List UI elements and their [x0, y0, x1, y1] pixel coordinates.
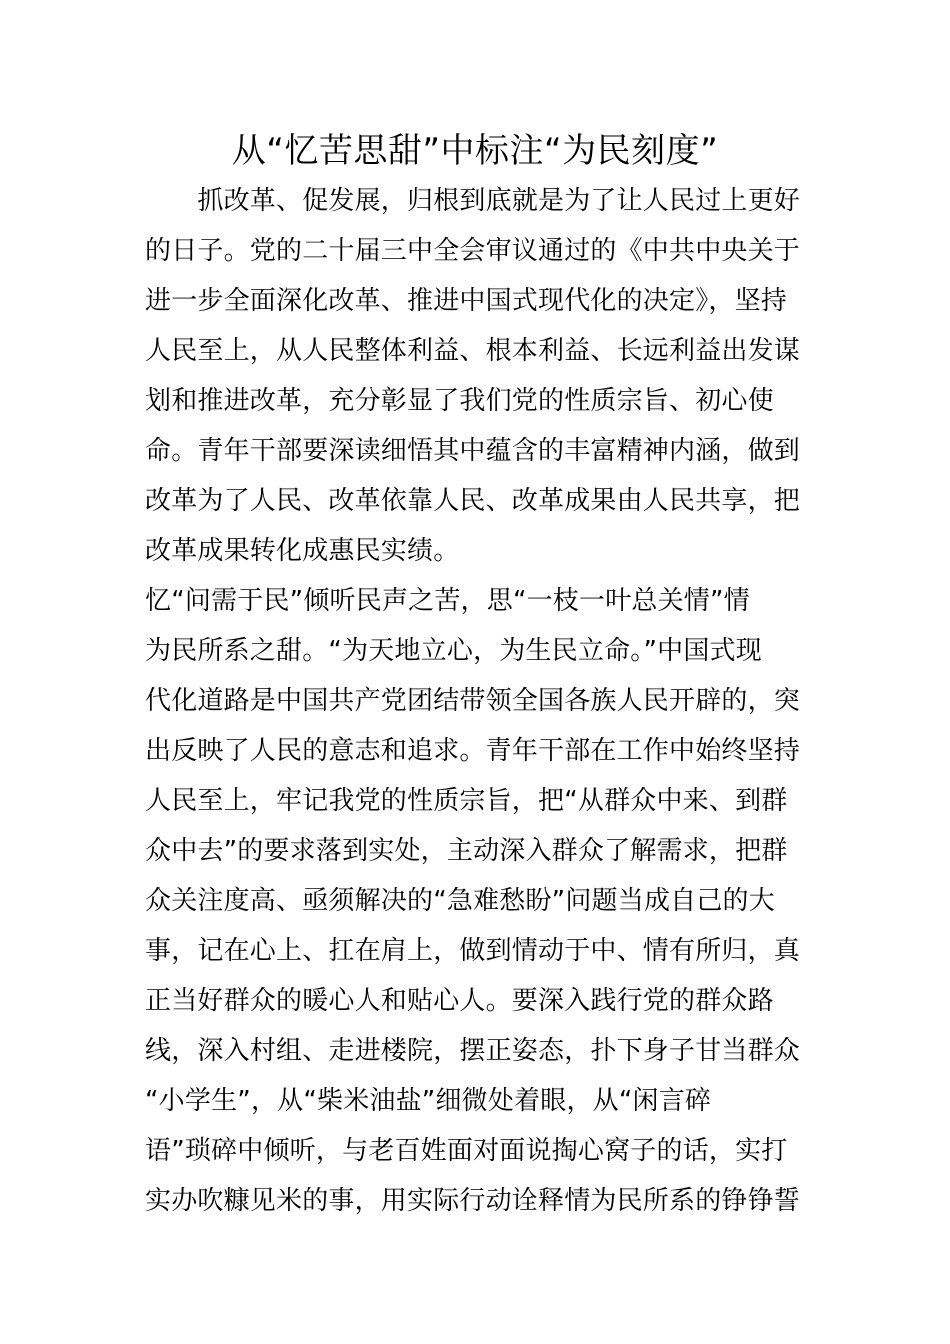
- paragraph-2-line-3: 代化道路是中国共产党团结带领全国各族人民开辟的，突: [145, 686, 801, 716]
- paragraph-1-line-1: 抓改革、促发展，归根到底就是为了让人民过上更好: [145, 186, 801, 216]
- paragraph-2-line-1: 忆“问需于民”倾听民声之苦，思“一枝一叶总关情”情: [145, 586, 750, 616]
- paragraph-2-line-9: 正当好群众的暖心人和贴心人。要深入践行党的群众路: [145, 986, 774, 1016]
- paragraph-2-line-6: 众中去”的要求落到实处，主动深入群众了解需求，把群: [145, 836, 788, 866]
- paragraph-2-line-4: 出反映了人民的意志和追求。青年干部在工作中始终坚持: [145, 736, 801, 766]
- paragraph-1-line-8: 改革成果转化成惠民实绩。: [145, 536, 460, 566]
- paragraph-2-line-5: 人民至上，牢记我党的性质宗旨，把“从群众中来、到群: [145, 786, 788, 816]
- paragraph-2-line-13: 实办吹糠见米的事，用实际行动诠释情为民所系的铮铮誓: [145, 1186, 801, 1216]
- paragraph-1-line-4: 人民至上，从人民整体利益、根本利益、长远利益出发谋: [145, 336, 801, 366]
- paragraph-1-line-7: 改革为了人民、改革依靠人民、改革成果由人民共享，把: [145, 486, 801, 516]
- paragraph-2-line-12: 语”琐碎中倾听，与老百姓面对面说掏心窝子的话，实打: [145, 1136, 788, 1166]
- paragraph-2-line-2: 为民所系之甜。“为天地立心，为生民立命。”中国式现: [145, 636, 762, 666]
- paragraph-1-line-3: 进一步全面深化改革、推进中国式现代化的决定》，坚持: [145, 286, 788, 316]
- paragraph-2-line-11: “小学生”，从“柴米油盐”细微处着眼，从“闲言碎: [145, 1086, 712, 1116]
- paragraph-2-line-7: 众关注度高、亟须解决的“急难愁盼”问题当成自己的大: [145, 886, 775, 916]
- paragraph-2-line-10: 线，深入村组、走进楼院，摆正姿态，扑下身子甘当群众: [145, 1036, 801, 1066]
- document-title: 从“忆苦思甜”中标注“为民刻度”: [231, 131, 719, 171]
- paragraph-1-line-6: 命。青年干部要深读细悟其中蕴含的丰富精神内涵，做到: [145, 436, 801, 466]
- paragraph-2-line-8: 事，记在心上、扛在肩上，做到情动于中、情有所归，真: [145, 936, 801, 966]
- paragraph-1-line-5: 划和推进改革，充分彰显了我们党的性质宗旨、初心使: [145, 386, 774, 416]
- paragraph-1-line-2: 的日子。党的二十届三中全会审议通过的《中共中央关于: [145, 236, 801, 266]
